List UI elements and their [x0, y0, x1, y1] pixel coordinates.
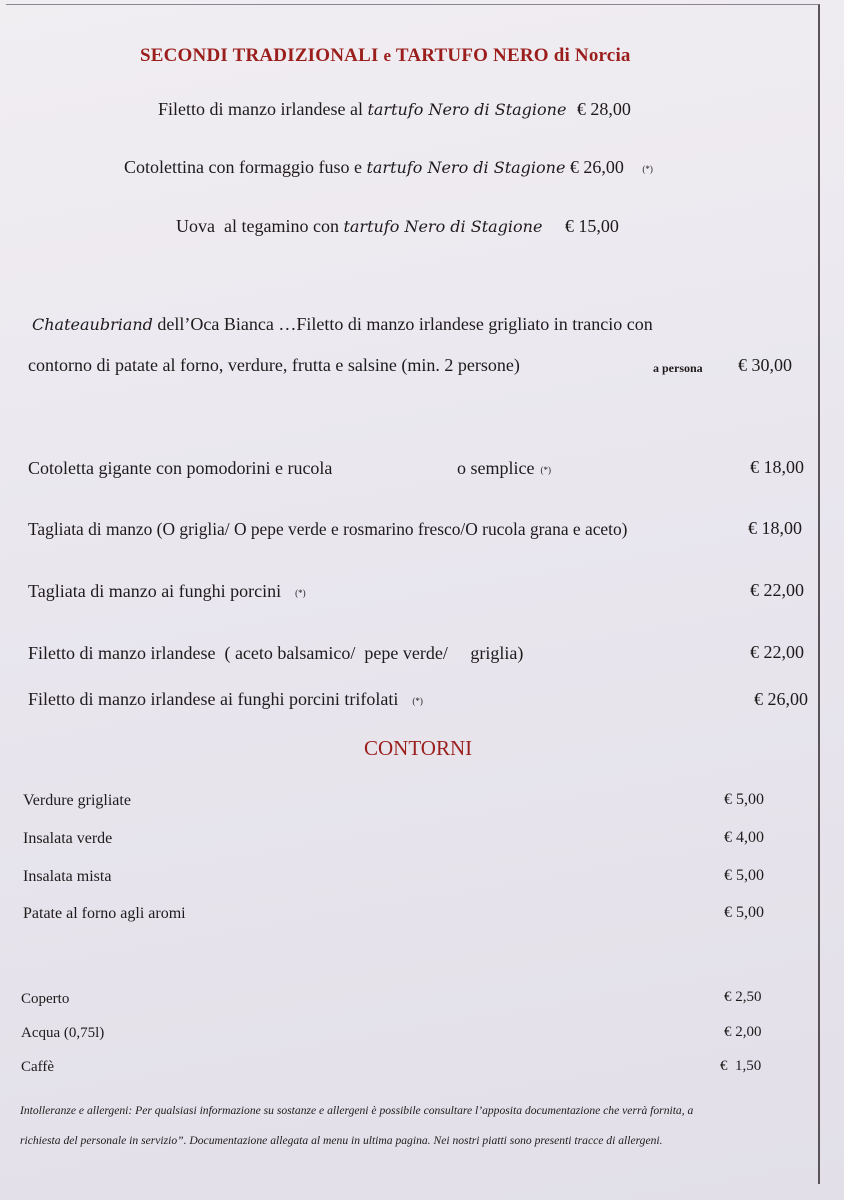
chateaubriand-script-label: Chateaubriand: [32, 315, 153, 334]
item-price: € 18,00: [750, 457, 804, 477]
per-person-label: a persona: [653, 361, 703, 375]
item-price: € 2,50: [724, 989, 762, 1005]
item-script-label: tartufo Nero di Stagione: [343, 217, 543, 236]
item-label: Cotolettina con formaggio fuso e: [124, 157, 362, 177]
allergen-note-line-1: Intolleranze e allergeni: Per qualsiasi informazione su sostanze e allergeni è possibile consultare l’apposita documentazione che verrà fornita, a: [20, 1104, 694, 1117]
item-price: € 4,00: [724, 829, 764, 846]
menu-item-cotolettina-tartufo: [124, 157, 653, 178]
extra-coperto: Coperto: [21, 991, 70, 1007]
menu-item-filetto-irlandese: Filetto di manzo irlandese ( aceto balsamico/ pepe verde/ griglia): [28, 643, 524, 663]
item-price: € 28,00: [576, 99, 631, 119]
item-price: € 22,00: [750, 580, 804, 600]
chateaubriand-price: € 30,00: [738, 355, 792, 375]
frozen-marker: (*): [642, 163, 653, 174]
contorno-insalata-mista: Insalata mista: [23, 868, 112, 885]
item-script-label: tartufo Nero di Stagione: [366, 158, 566, 177]
menu-item-uova-tartufo: [176, 216, 619, 237]
title-part-b: TARTUFO NERO di Norcia: [395, 45, 631, 66]
item-option-label: o semplice: [457, 458, 535, 478]
contorni-section-title: CONTORNI: [364, 736, 473, 760]
item-label: Uova al tegamino con: [176, 216, 339, 236]
title-conjunction: e: [383, 46, 392, 65]
frozen-marker: (*): [540, 464, 551, 475]
menu-item-tagliata: Tagliata di manzo (O griglia/ O pepe verde e rosmarino fresco/O rucola grana e aceto): [28, 519, 628, 539]
contorno-patate: Patate al forno agli aromi: [23, 905, 186, 922]
contorno-insalata-verde: Insalata verde: [23, 830, 113, 847]
allergen-note-line-2: richiesta del personale in servizio”. Documentazione allegata al menu in ultima pagina. Nei nostri piatti sono presenti tracce di allergeni.: [20, 1134, 663, 1147]
item-price: € 26,00: [754, 689, 808, 709]
item-price: € 5,00: [724, 867, 764, 884]
item-price: € 18,00: [748, 518, 802, 538]
menu-item-filetto-porcini: [28, 689, 423, 710]
item-label: Tagliata di manzo ai funghi porcini: [28, 581, 282, 601]
secondi-section-title: [140, 45, 631, 67]
menu-item-cotoletta-gigante: Cotoletta gigante con pomodorini e rucola: [28, 458, 333, 478]
title-part-a: SECONDI TRADIZIONALI: [140, 45, 379, 66]
item-label: Filetto di manzo irlandese al: [158, 99, 363, 119]
item-price: € 26,00: [569, 157, 624, 177]
frozen-marker: (*): [412, 695, 423, 706]
item-price: € 1,50: [720, 1058, 762, 1074]
item-price: € 15,00: [564, 216, 619, 236]
item-label: Filetto di manzo irlandese ai funghi porcini trifolati: [28, 689, 399, 709]
contorno-verdure: Verdure grigliate: [23, 792, 131, 809]
item-price: € 5,00: [724, 904, 764, 921]
item-script-label: tartufo Nero di Stagione: [367, 100, 567, 119]
frozen-marker: (*): [295, 587, 306, 598]
menu-item-semplice-option: [457, 458, 551, 479]
extra-acqua: Acqua (0,75l): [21, 1025, 105, 1041]
item-price: € 2,00: [724, 1024, 762, 1040]
item-price: € 5,00: [724, 791, 764, 808]
item-price: € 22,00: [750, 642, 804, 662]
chateaubriand-line-1: [32, 314, 653, 335]
chateaubriand-description-1: dell’Oca Bianca …Filetto di manzo irlandese grigliato in trancio con: [157, 314, 653, 334]
chateaubriand-description-2: contorno di patate al forno, verdure, frutta e salsine (min. 2 persone): [28, 355, 520, 375]
menu-item-tagliata-porcini: [28, 581, 306, 602]
extra-caffe: Caffè: [21, 1059, 55, 1075]
menu-item-filetto-tartufo: [158, 99, 631, 120]
